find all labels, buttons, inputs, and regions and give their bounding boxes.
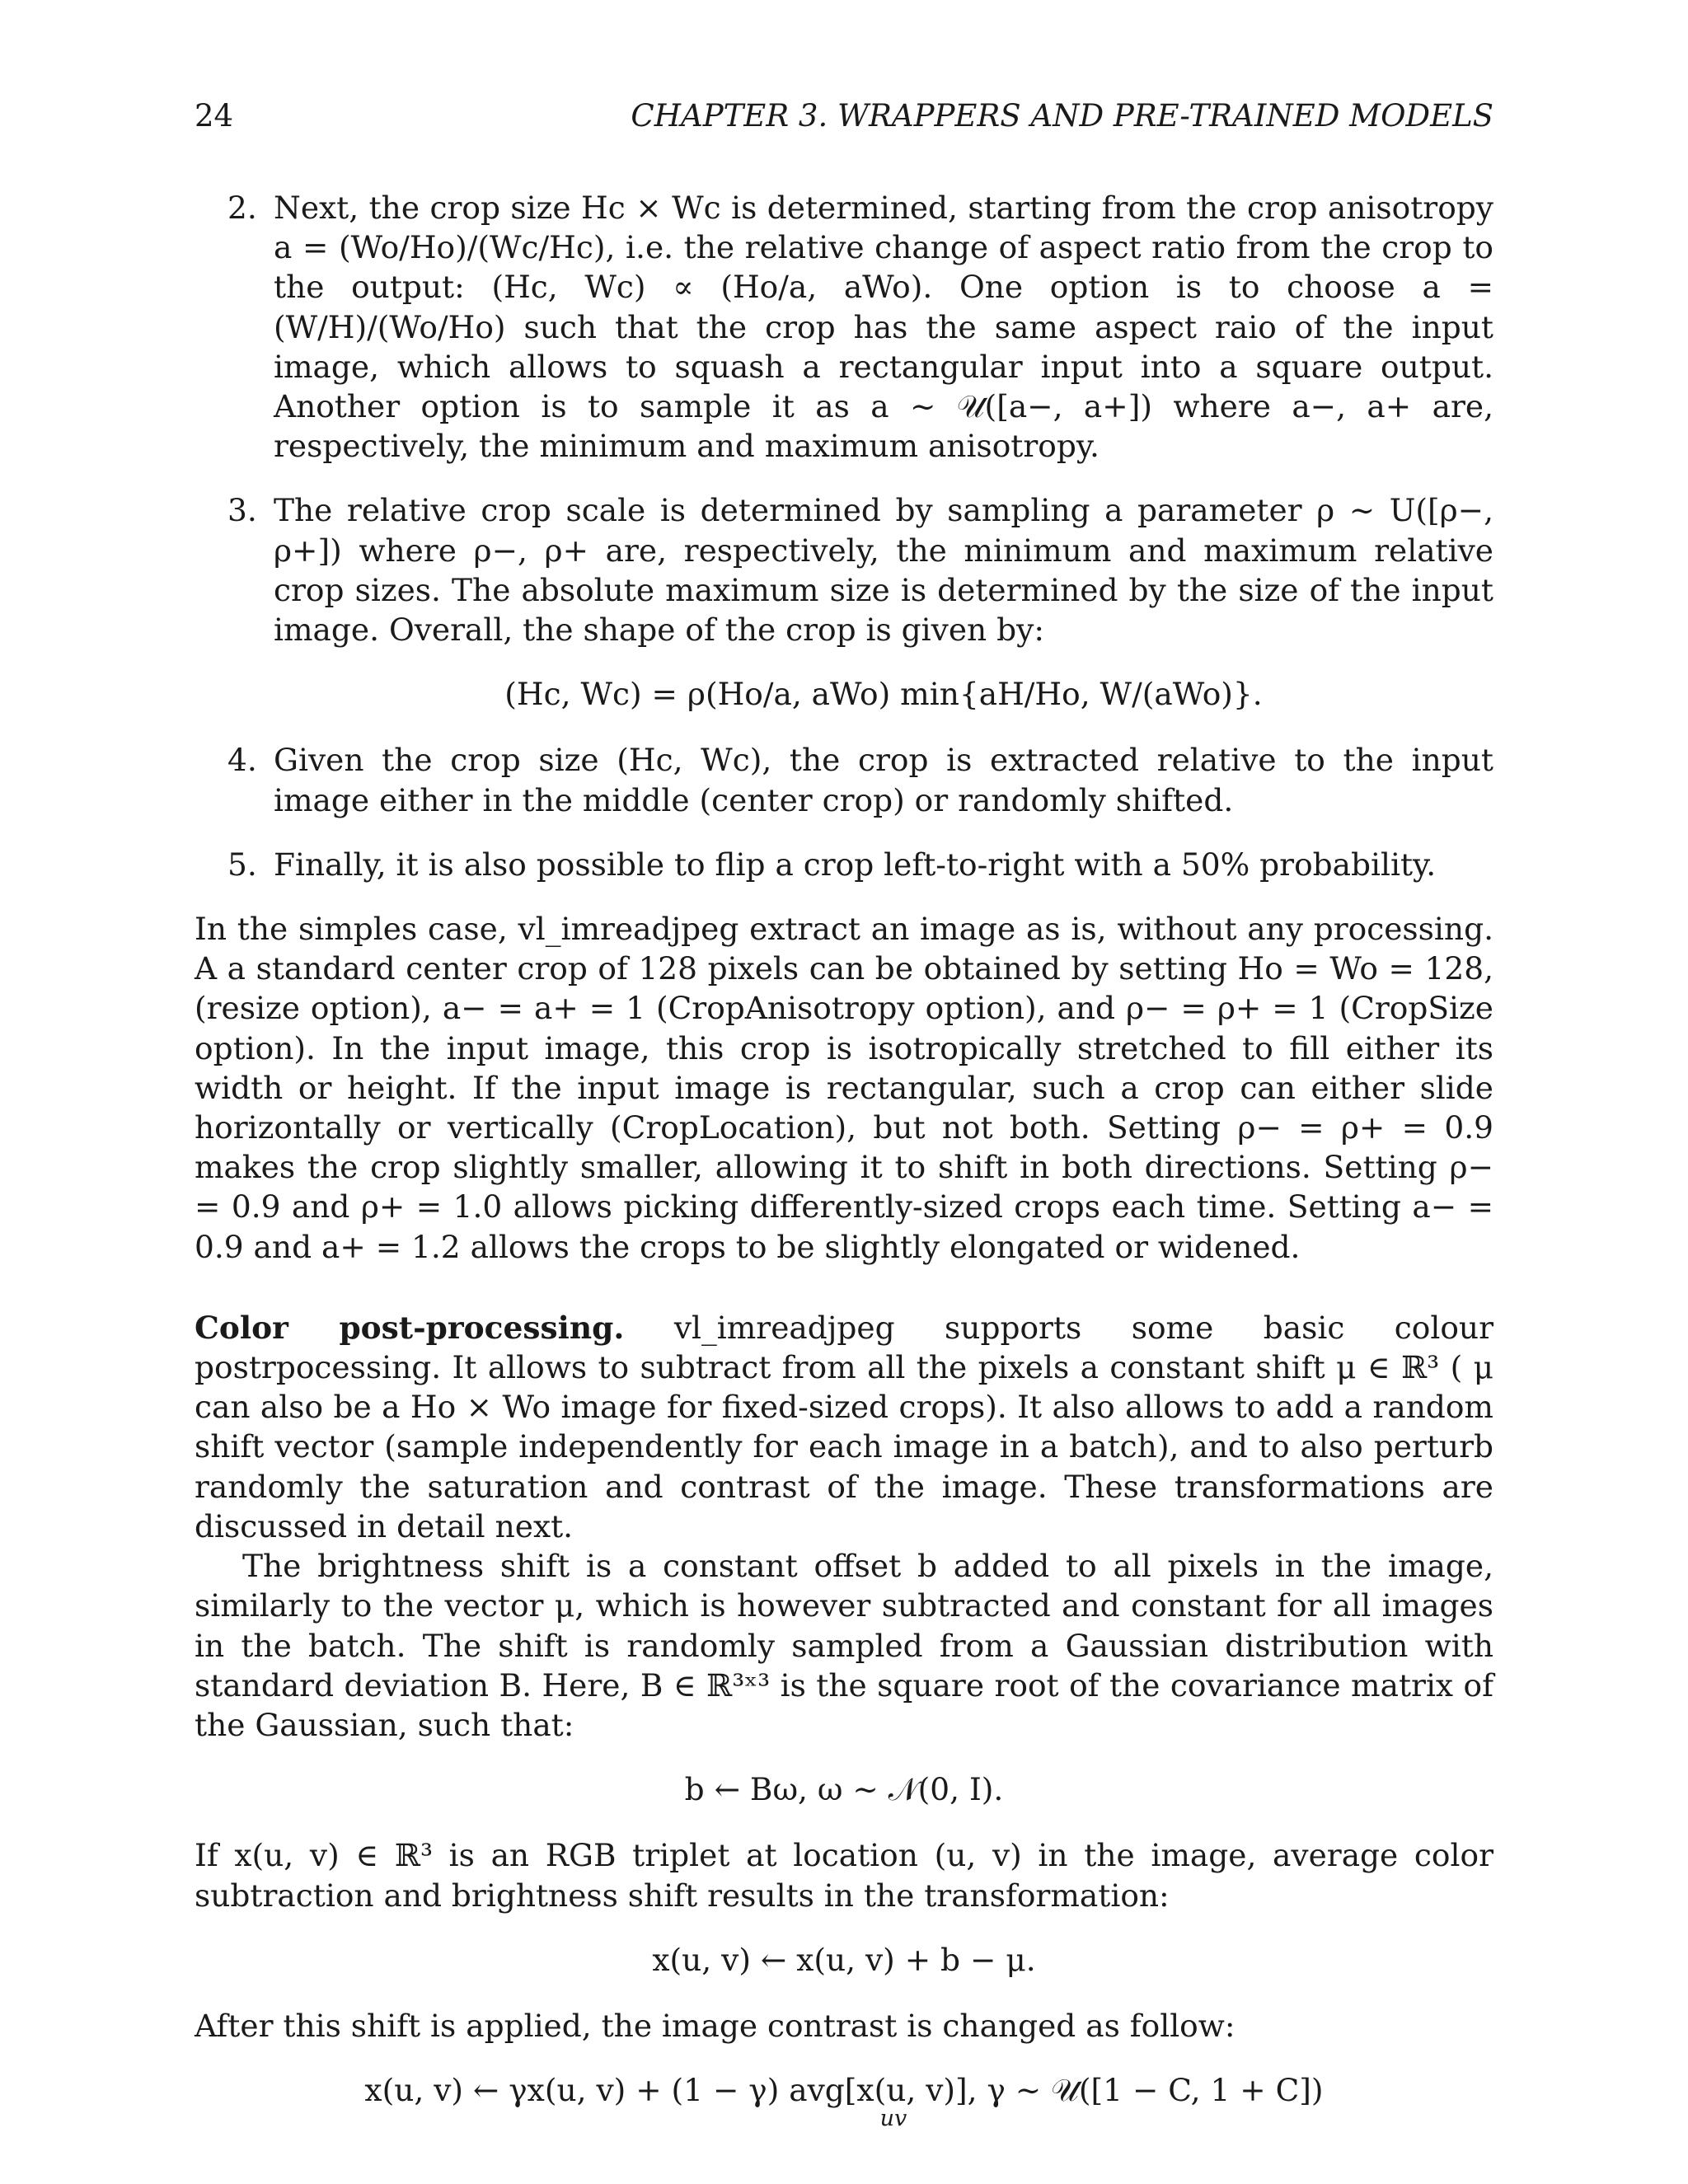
list-item-text: Given the crop size (Hc, Wc), the crop is extracted relative to the input image either in the middle (center crop) or randomly shifted. bbox=[274, 742, 1493, 818]
avg-subscript: uv bbox=[879, 2106, 907, 2132]
crop-shape-equation: (Hc, Wc) = ρ(Ho/a, aWo) min{aH/Ho, W/(aWo)}. bbox=[504, 676, 1263, 713]
paragraph-rgb: If x(u, v) ∈ ℝ³ is an RGB triplet at location (u, v) in the image, average color subtraction and brightness shift results in the transformation: bbox=[195, 1837, 1493, 1914]
list-item-text: The relative crop scale is determined by sampling a parameter ρ ∼ U([ρ−, ρ+]) where ρ−, ρ+ are, respectively, the minimum and maximum relative crop sizes. The absolute maximum size is determined by the size of the input image. Overall, the shape of the crop is given by: bbox=[274, 492, 1493, 649]
list-item bbox=[195, 740, 1493, 819]
paragraph-contrast: After this shift is applied, the image contrast is changed as follow: bbox=[195, 2007, 1236, 2044]
page-number: 24 bbox=[195, 98, 234, 134]
list-item-text: Next, the crop size Hc × Wc is determined, starting from the crop anisotropy a = (Wo/Ho)/(Wc/Hc), i.e. the relative change of aspect ratio from the crop to the output: (Hc, Wc) ∝ (Ho/a, aWo). One option is to choose a = (W/H)/(Wo/Ho) such that the crop has the same aspect raio of the input image, which allows to squash a rectangular input into a square output. Another option is to sample it as a ∼ 𝒰([a−, a+]) where a−, a+ are, respectively, the minimum and maximum anisotropy. bbox=[274, 190, 1493, 465]
paragraph-simples-case: In the simples case, vl_imreadjpeg extract an image as is, without any processing. A a standard center crop of 128 pixels can be obtained by setting Ho = Wo = 128, (resize option), a− = a+ = 1 (CropAnisotropy option), and ρ− = ρ+ = 1 (CropSize option). In the input image, this crop is isotropically stretched to fill either its width or height. If the input image is rectangular, such a crop can either slide horizontally or vertically (CropLocation), but not both. Setting ρ− = ρ+ = 0.9 makes the crop slightly smaller, allowing it to shift in both directions. Setting ρ− = 0.9 and ρ+ = 1.0 allows picking differently-sized crops each time. Setting a− = 0.9 and a+ = 1.2 allows the crops to be slightly elongated or widened. bbox=[195, 911, 1493, 1265]
brightness-equation: b ← Bω, ω ∼ 𝒩(0, I). bbox=[684, 1771, 1004, 1808]
section-text: vl_imreadjpeg supports some basic colour postrpocessing. It allows to subtract from all the pixels a constant shift μ ∈ ℝ³ ( μ can also be a Ho × Wo image for fixed-sized crops). It also allows to add a random shift vector (sample independently for each image in a batch), and to also perturb randomly the saturation and contrast of the image. These transformations are discussed in detail next. bbox=[195, 1309, 1493, 1544]
page-body bbox=[195, 188, 1493, 2154]
paragraph-brightness: The brightness shift is a constant offset b added to all pixels in the image, similarly to the vector μ, which is however subtracted and constant for all images in the batch. The shift is randomly sampled from a Gaussian distribution with standard deviation B. Here, B ∈ ℝ³ˣ³ is the square root of the covariance matrix of the Gaussian, such that: bbox=[195, 1548, 1493, 1743]
running-header bbox=[195, 97, 1493, 135]
color-section-paragraph bbox=[195, 1308, 1493, 1546]
numbered-list bbox=[195, 188, 1493, 884]
list-item bbox=[195, 490, 1493, 714]
list-item bbox=[195, 845, 1493, 884]
section-heading: Color post-processing. bbox=[195, 1309, 625, 1346]
list-number: 3. bbox=[227, 492, 257, 529]
chapter-title: CHAPTER 3. WRAPPERS AND PRE-TRAINED MODELS bbox=[631, 98, 1493, 134]
contrast-equation: x(u, v) ← γx(u, v) + (1 − γ) avg[x(u, v)], γ ∼ 𝒰([1 − C, 1 + C]) bbox=[364, 2072, 1324, 2109]
list-number: 2. bbox=[227, 190, 257, 226]
list-number: 4. bbox=[227, 742, 257, 779]
list-item-text: Finally, it is also possible to flip a crop left-to-right with a 50% probability. bbox=[274, 846, 1437, 883]
rgb-equation: x(u, v) ← x(u, v) + b − μ. bbox=[652, 1941, 1036, 1978]
contrast-equation-block bbox=[195, 2070, 1493, 2132]
list-number: 5. bbox=[227, 846, 257, 883]
list-item bbox=[195, 188, 1493, 466]
